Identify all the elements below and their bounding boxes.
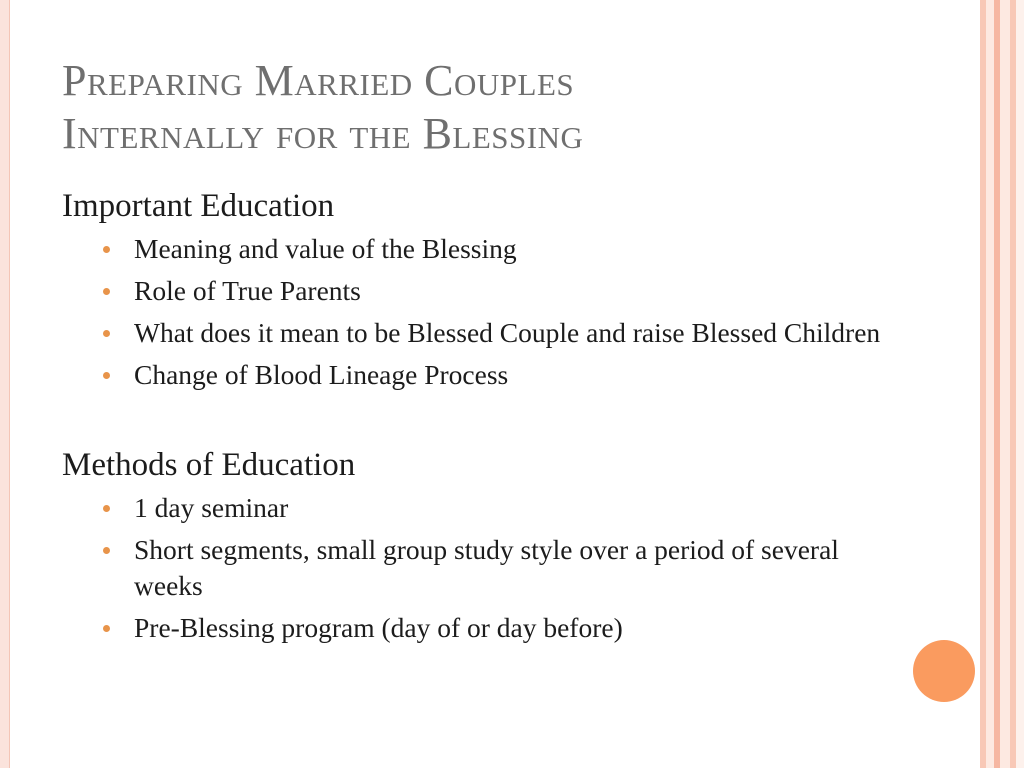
list-item-text: Short segments, small group study style over a period of several weeks bbox=[134, 534, 839, 601]
list-item bbox=[62, 273, 912, 309]
list-item-text: 1 day seminar bbox=[134, 492, 289, 523]
accent-circle-decoration bbox=[913, 640, 975, 702]
list-item bbox=[62, 357, 912, 393]
bullet-dot-icon bbox=[103, 372, 110, 379]
bullet-dot-icon bbox=[103, 288, 110, 295]
list-item-text: Change of Blood Lineage Process bbox=[134, 359, 509, 390]
bullet-dot-icon bbox=[103, 547, 110, 554]
stripe bbox=[1016, 0, 1024, 768]
list-item-text: Role of True Parents bbox=[134, 275, 361, 306]
right-stripe-decoration bbox=[980, 0, 1024, 768]
section-important-education bbox=[62, 186, 912, 393]
list-item bbox=[62, 532, 912, 604]
bullet-dot-icon bbox=[103, 505, 110, 512]
bullet-dot-icon bbox=[103, 246, 110, 253]
list-item bbox=[62, 490, 912, 526]
section-heading: Important Education bbox=[62, 188, 335, 224]
list-item-text: What does it mean to be Blessed Couple and raise Blessed Children bbox=[134, 317, 881, 348]
slide-title-line: Preparing Married Couples bbox=[62, 56, 575, 105]
left-border-decoration bbox=[0, 0, 10, 768]
section-heading: Methods of Education bbox=[62, 447, 356, 483]
bullet-dot-icon bbox=[103, 330, 110, 337]
slide-title bbox=[62, 54, 583, 160]
list-item-text: Meaning and value of the Blessing bbox=[134, 233, 517, 264]
list-item-text: Pre-Blessing program (day of or day before) bbox=[134, 612, 623, 643]
list-item bbox=[62, 315, 912, 351]
list-item bbox=[62, 610, 912, 646]
slide-title-line: Internally for the Blessing bbox=[62, 109, 584, 158]
list-item bbox=[62, 231, 912, 267]
bullet-list bbox=[62, 490, 912, 646]
stripe bbox=[986, 0, 994, 768]
stripe bbox=[1000, 0, 1010, 768]
bullet-list bbox=[62, 231, 912, 393]
section-methods-of-education bbox=[62, 445, 912, 646]
bullet-dot-icon bbox=[103, 625, 110, 632]
slide-content bbox=[62, 186, 912, 698]
